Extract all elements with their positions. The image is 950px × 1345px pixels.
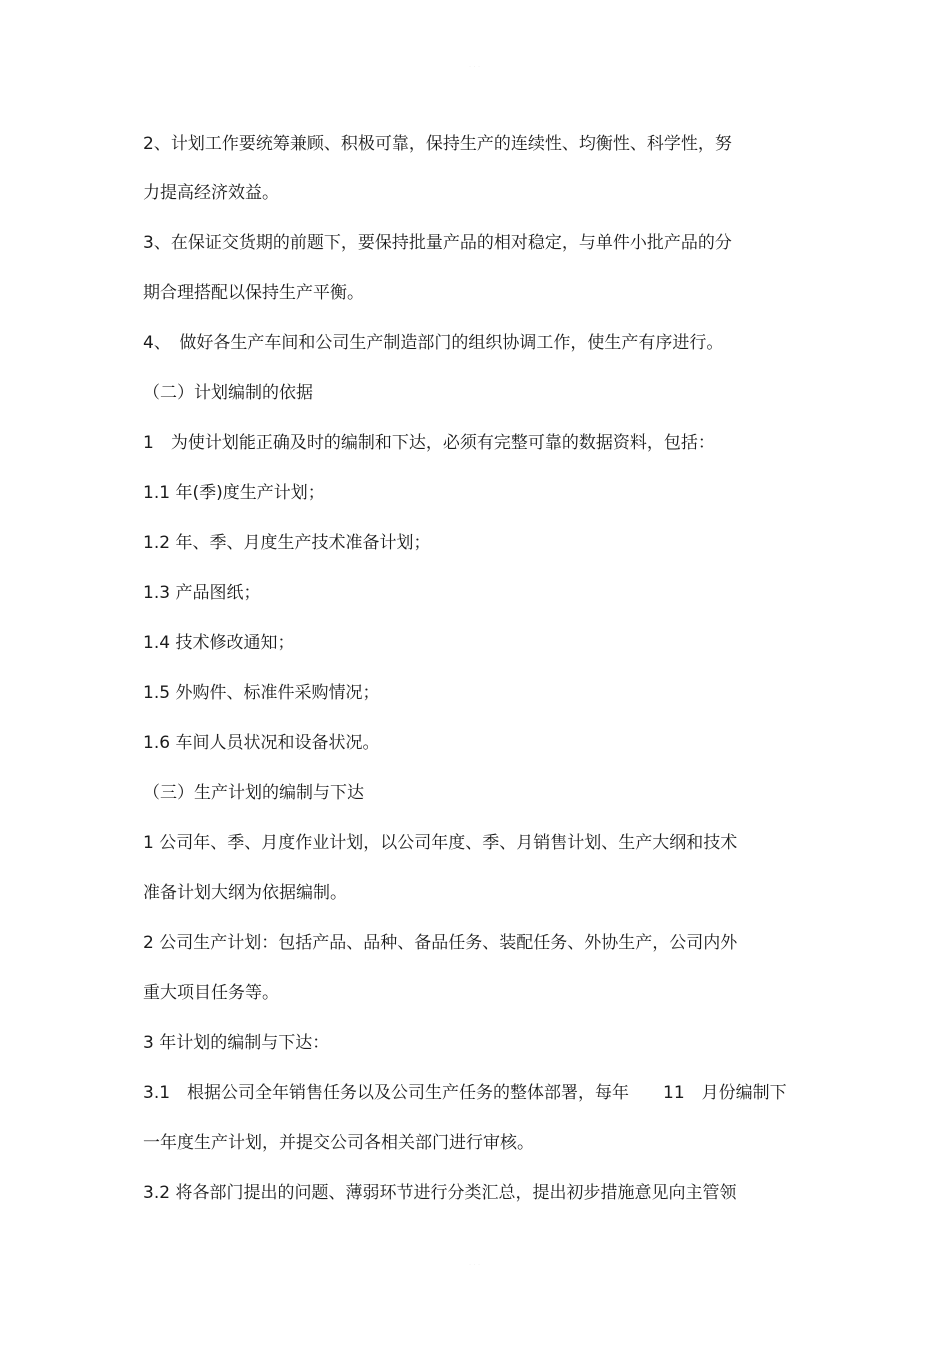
text-line-11: 1.4 技术修改通知；: [143, 633, 295, 653]
text-line-1: 2、计划工作要统筹兼顾、积极可靠，保持生产的连续性、均衡性、科学性，努: [143, 134, 732, 154]
section-heading-3: （三）生产计划的编制与下达: [143, 783, 364, 803]
text-line-5: 4、 做好各生产车间和公司生产制造部门的组织协调工作，使生产有序进行。: [143, 333, 724, 353]
text-line-20: 3.1 根据公司全年销售任务以及公司生产任务的整体部署，每年 11 月份编制下: [143, 1083, 787, 1103]
text-line-4: 期合理搭配以保持生产平衡。: [143, 283, 364, 303]
text-line-17: 2 公司生产计划：包括产品、品种、备品任务、装配任务、外协生产，公司内外: [143, 933, 738, 953]
text-line-18: 重大项目任务等。: [143, 983, 279, 1003]
text-line-22: 3.2 将各部门提出的问题、薄弱环节进行分类汇总，提出初步措施意见向主管领: [143, 1183, 737, 1203]
text-line-9: 1.2 年、季、月度生产技术准备计划；: [143, 533, 431, 553]
page-footer-mark: . . .: [469, 1262, 481, 1266]
section-heading-2: （二）计划编制的依据: [143, 383, 313, 403]
text-line-15: 1 公司年、季、月度作业计划，以公司年度、季、月销售计划、生产大纲和技术: [143, 833, 738, 853]
text-line-19: 3 年计划的编制与下达：: [143, 1033, 330, 1053]
text-line-2: 力提高经济效益。: [143, 183, 279, 203]
text-line-21: 一年度生产计划，并提交公司各相关部门进行审核。: [143, 1133, 534, 1153]
text-line-3: 3、在保证交货期的前题下，要保持批量产品的相对稳定，与单件小批产品的分: [143, 233, 732, 253]
text-line-10: 1.3 产品图纸；: [143, 583, 261, 603]
text-line-13: 1.6 车间人员状况和设备状况。: [143, 733, 380, 753]
page-header-mark: . . .: [469, 64, 481, 68]
text-line-8: 1.1 年(季)度生产计划；: [143, 483, 325, 503]
text-line-7: 1 为使计划能正确及时的编制和下达，必须有完整可靠的数据资料，包括：: [143, 433, 715, 453]
text-line-16: 准备计划大纲为依据编制。: [143, 883, 347, 903]
text-line-12: 1.5 外购件、标准件采购情况；: [143, 683, 380, 703]
